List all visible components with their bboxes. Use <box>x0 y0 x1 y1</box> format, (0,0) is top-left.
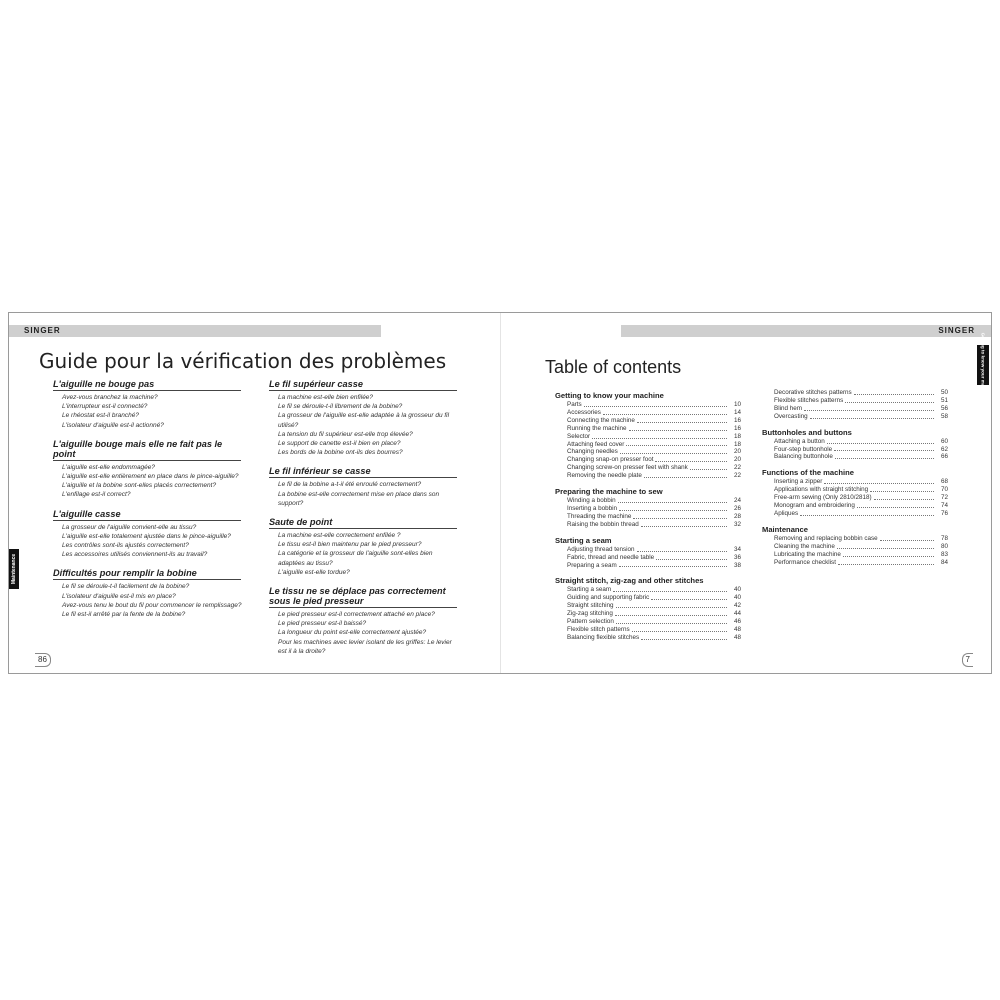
troubleshoot-item: L'aiguille est-elle entièrement en place dans le pince-aiguille? <box>62 473 239 481</box>
troubleshoot-item: Le fil est-il arrêté par la fente de la bobine? <box>62 611 186 619</box>
troubleshoot-list <box>269 531 459 577</box>
toc-dot-leader <box>804 405 934 411</box>
toc-entry-page: 16 <box>733 416 741 424</box>
toc-entry-page: 50 <box>940 389 948 396</box>
troubleshoot-item: Le tissu est-il bien maintenu par le pied presseur? <box>278 541 422 549</box>
toc-entry <box>774 453 948 461</box>
troubleshoot-heading: Le fil inférieur se casse <box>269 466 457 478</box>
toc-entry-page: 80 <box>940 542 948 550</box>
toc-entry-page: 44 <box>733 610 741 618</box>
toc-section <box>555 487 741 529</box>
toc-entry-label: Fabric, thread and needle table <box>567 553 655 561</box>
toc-dot-leader <box>800 510 934 516</box>
troubleshoot-section <box>269 586 459 656</box>
toc-entry <box>567 602 741 610</box>
toc-entry <box>567 433 741 441</box>
troubleshoot-item: L'isolateur d'aiguille est-il mis en place? <box>62 592 176 600</box>
toc-entry-label: Selector <box>567 432 591 440</box>
toc-entry-page: 62 <box>940 445 948 453</box>
toc-entry-label: Four-step buttonhole <box>774 445 833 453</box>
troubleshoot-list <box>53 523 243 560</box>
toc-section <box>555 391 741 480</box>
toc-entry-label: Lubricating the machine <box>774 550 841 558</box>
toc-entry-label: Running the machine <box>567 424 627 432</box>
getting-to-know-side-tab-label: Getting to know your machine <box>980 332 986 398</box>
toc-entry-label: Decorative stitches patterns <box>774 389 852 396</box>
toc-dot-leader <box>618 497 727 503</box>
toc-entry-page: 40 <box>733 586 741 594</box>
toc-entry-page: 18 <box>733 440 741 448</box>
left-brand: SINGER <box>24 326 61 335</box>
toc-entry <box>567 521 741 529</box>
toc-entry-page: 22 <box>733 464 741 472</box>
toc-entry-label: Changing needles <box>567 448 618 456</box>
troubleshoot-item: Pour les machines avec levier isolant de les griffes: Le levier est il à la droite? <box>278 638 452 655</box>
toc-list <box>555 586 741 641</box>
toc-dot-leader <box>843 551 934 557</box>
toc-heading: Getting to know your machine <box>555 391 664 400</box>
toc-entry <box>567 497 741 505</box>
toc-entry-label: Overcasting <box>774 412 808 420</box>
toc-entry-label: Changing snap-on presser foot <box>567 456 654 464</box>
toc-dot-leader <box>651 594 727 600</box>
toc-dot-leader <box>629 425 727 431</box>
toc-entry-page: 26 <box>733 504 741 512</box>
troubleshoot-item: La grosseur de l'aiguille convient-elle au tissu? <box>62 523 197 531</box>
toc-entry-page: 10 <box>733 401 741 408</box>
toc-list <box>762 535 948 567</box>
troubleshoot-item: L'aiguille est-elle tordue? <box>278 568 350 576</box>
troubleshoot-item: Les contrôles sont-ils ajustés correctement? <box>62 542 189 550</box>
toc-entry-page: 14 <box>733 408 741 416</box>
toc-dot-leader <box>619 505 727 511</box>
toc-entry-page: 34 <box>733 545 741 553</box>
toc-entry <box>567 472 741 480</box>
toc-heading: Maintenance <box>762 524 808 534</box>
troubleshoot-heading: L'aiguille ne bouge pas <box>53 379 241 391</box>
getting-to-know-side-tab <box>977 332 989 398</box>
troubleshoot-item: L'interrupteur est-il connecté? <box>62 403 148 411</box>
troubleshoot-heading: L'aiguille bouge mais elle ne fait pas le point <box>53 439 241 461</box>
toc-dot-leader <box>644 472 727 478</box>
toc-entry-label: Removing the needle plate <box>567 472 642 480</box>
toc-entry-page: 20 <box>733 448 741 456</box>
toc-dot-leader <box>613 586 727 592</box>
toc-dot-leader <box>637 417 727 423</box>
toc-list <box>555 546 741 570</box>
toc-entry-label: Balancing flexible stitches <box>567 633 640 641</box>
toc-heading: Functions of the machine <box>762 468 854 478</box>
toc-entry-page: 24 <box>733 497 741 505</box>
troubleshoot-item: Avez-vous tenu le bout du fil pour commencer le remplissage? <box>62 601 242 609</box>
toc-entry-page: 48 <box>733 625 741 633</box>
troubleshoot-list <box>269 610 459 656</box>
toc-entry-label: Starting a seam <box>567 586 612 594</box>
toc-entry <box>567 594 741 602</box>
troubleshoot-section <box>269 379 459 457</box>
toc-entry <box>567 626 741 634</box>
troubleshoot-list <box>53 582 243 619</box>
toc-entry-page: 83 <box>940 550 948 558</box>
toc-dot-leader <box>641 634 727 640</box>
toc-entry-page: 66 <box>940 453 948 461</box>
troubleshoot-item: Avez-vous branchez la machine? <box>62 394 158 401</box>
troubleshoot-section <box>53 439 243 500</box>
toc-entry-label: Flexible stitch patterns <box>567 625 630 633</box>
toc-entry-label: Inserting a bobbin <box>567 504 618 512</box>
troubleshoot-list <box>53 463 243 500</box>
guide-column-2 <box>269 379 459 665</box>
toc-heading: Preparing the machine to sew <box>555 487 663 497</box>
toc-dot-leader <box>854 389 934 395</box>
toc-entry <box>567 546 741 554</box>
troubleshoot-item: L'aiguille est-elle endommagée? <box>62 463 156 471</box>
troubleshoot-item: L'aiguille et la bobine sont-elles placés correctement? <box>62 482 217 490</box>
toc-list <box>762 478 948 518</box>
toc-entry-page: 60 <box>940 437 948 445</box>
toc-entry-label: Straight stitching <box>567 602 614 610</box>
toc-entry <box>774 551 948 559</box>
toc-entry-page: 18 <box>733 432 741 440</box>
toc-entry-page: 56 <box>940 404 948 412</box>
toc-entry <box>774 389 948 397</box>
toc-dot-leader <box>633 513 727 519</box>
troubleshoot-list <box>269 480 459 508</box>
toc-entry <box>567 464 741 472</box>
toc-entry <box>567 505 741 513</box>
troubleshoot-item: Le fil de la bobine a-t-il été enroulé correctement? <box>278 481 422 489</box>
right-brand: SINGER <box>938 326 975 335</box>
troubleshoot-item: Le pied presseur est-il baissé? <box>278 620 367 628</box>
toc-dot-leader <box>827 438 934 444</box>
toc-entry-label: Winding a bobbin <box>567 497 616 505</box>
troubleshoot-item: La bobine est-elle correctement mise en place dans son support? <box>278 490 440 507</box>
troubleshoot-heading: Le tissu ne se déplace pas correctement sous le pied presseur <box>269 586 457 608</box>
toc-entry <box>567 513 741 521</box>
toc-dot-leader <box>838 559 934 565</box>
toc-entry-label: Performance checklist <box>774 558 836 566</box>
toc-section <box>555 576 741 641</box>
toc-entry-label: Raising the bobbin thread <box>567 520 639 528</box>
troubleshoot-item: Le support de canette est-il bien en place? <box>278 440 401 448</box>
troubleshoot-item: Le rhéostat est-il branché? <box>62 412 139 420</box>
toc-entry-label: Attaching feed cover <box>567 440 625 448</box>
manual-spread <box>8 312 992 674</box>
toc-list <box>762 389 948 421</box>
toc-dot-leader <box>655 456 727 462</box>
toc-dot-leader <box>616 618 727 624</box>
right-header-bar <box>621 325 991 337</box>
toc-dot-leader <box>626 441 727 447</box>
guide-column-1 <box>53 379 243 628</box>
toc-entry-page: 20 <box>733 456 741 464</box>
toc-entry <box>774 510 948 518</box>
toc-entry <box>567 610 741 618</box>
troubleshoot-heading: L'aiguille casse <box>53 509 241 521</box>
toc-dot-leader <box>874 494 934 500</box>
toc-entry-label: Attaching a button <box>774 437 825 445</box>
toc-dot-leader <box>880 535 934 541</box>
toc-dot-leader <box>870 486 934 492</box>
toc-entry-page: 46 <box>733 618 741 626</box>
toc-entry <box>567 562 741 570</box>
toc-section <box>762 389 948 421</box>
toc-entry-label: Applications with straight stitching <box>774 486 869 494</box>
troubleshoot-heading: Difficultés pour remplir la bobine <box>53 568 241 580</box>
toc-entry-label: Blind hem <box>774 404 803 412</box>
toc-dot-leader <box>835 453 934 459</box>
left-page-number: 86 <box>35 653 51 667</box>
toc-entry-label: Adjusting thread tension <box>567 545 635 553</box>
toc-entry <box>774 478 948 486</box>
toc-entry-label: Parts <box>567 401 582 408</box>
toc-entry-label: Preparing a seam <box>567 561 617 569</box>
toc-entry-label: Changing screw-on presser feet with shank <box>567 464 688 472</box>
toc-dot-leader <box>845 397 934 403</box>
maintenance-side-tab-label: Maintenance <box>11 553 18 585</box>
troubleshoot-item: La longueur du point est-elle correctement ajustée? <box>278 629 427 637</box>
toc-entry-page: 78 <box>940 534 948 542</box>
toc-entry <box>567 417 741 425</box>
toc-entry <box>567 401 741 409</box>
left-header-bar <box>9 325 381 337</box>
guide-title: Guide pour la vérification des problèmes <box>39 349 447 373</box>
toc-entry-page: 74 <box>940 502 948 510</box>
troubleshoot-item: Les accessoires utilisés conviennent-ils au travail? <box>62 551 208 559</box>
toc-list <box>555 401 741 480</box>
troubleshoot-section <box>269 466 459 508</box>
troubleshoot-item: L'aiguille est-elle totalement ajustée dans le pince-aiguille? <box>62 532 231 540</box>
toc-entry-label: Connecting the machine <box>567 416 635 424</box>
toc-entry <box>567 634 741 642</box>
toc-entry-label: Apliques <box>774 509 799 517</box>
toc-entry-label: Monogram and embroidering <box>774 502 855 510</box>
toc-entry <box>567 618 741 626</box>
toc-entry-page: 40 <box>733 594 741 602</box>
toc-heading: Straight stitch, zig-zag and other stitches <box>555 576 704 586</box>
toc-entry-page: 51 <box>940 396 948 404</box>
toc-entry-label: Pattern selection <box>567 618 614 626</box>
toc-dot-leader <box>632 626 727 632</box>
toc-column-2 <box>762 389 948 574</box>
toc-entry <box>774 446 948 454</box>
toc-entry-label: Guiding and supporting fabric <box>567 594 650 602</box>
toc-entry-label: Accessories <box>567 408 601 416</box>
toc-entry-label: Threading the machine <box>567 512 632 520</box>
toc-heading: Starting a seam <box>555 535 612 545</box>
toc-entry-label: Removing and replacing bobbin case <box>774 534 878 542</box>
toc-heading: Buttonholes and buttons <box>762 427 852 437</box>
toc-dot-leader <box>824 478 934 484</box>
toc-entry-page: 38 <box>733 561 741 569</box>
toc-entry <box>567 554 741 562</box>
toc-entry <box>567 425 741 433</box>
toc-entry <box>774 535 948 543</box>
maintenance-side-tab <box>9 549 19 589</box>
toc-entry <box>567 586 741 594</box>
troubleshoot-item: Le pied presseur est-il correctement attaché en place? <box>278 611 435 619</box>
troubleshoot-section <box>269 517 459 577</box>
toc-entry-page: 42 <box>733 602 741 610</box>
toc-entry <box>774 502 948 510</box>
toc-entry-label: Zig-zag stitching <box>567 610 613 618</box>
troubleshoot-item: La grosseur de l'aiguille est-elle adaptée à la grosseur du fil utilisé? <box>278 412 450 429</box>
toc-entry <box>567 441 741 449</box>
troubleshoot-section <box>53 509 243 560</box>
toc-dot-leader <box>857 502 934 508</box>
toc-entry-page: 32 <box>733 520 741 528</box>
toc-dot-leader <box>620 448 727 454</box>
toc-dot-leader <box>834 446 934 452</box>
troubleshoot-item: La catégorie et la grosseur de l'aiguille sont-elles bien adaptées au tissu? <box>278 550 433 567</box>
troubleshoot-section <box>53 568 243 619</box>
toc-section <box>762 468 948 518</box>
troubleshoot-list <box>269 393 459 457</box>
toc-entry-page: 58 <box>940 412 948 420</box>
toc-dot-leader <box>637 546 727 552</box>
toc-entry-page: 70 <box>940 486 948 494</box>
toc-dot-leader <box>592 433 727 439</box>
toc-entry <box>774 559 948 567</box>
toc-entry-label: Flexible stitches patterns <box>774 396 844 404</box>
toc-entry-page: 28 <box>733 512 741 520</box>
toc-entry <box>774 397 948 405</box>
toc-list <box>555 497 741 529</box>
toc-dot-leader <box>616 602 727 608</box>
toc-title: Table of contents <box>545 357 682 377</box>
right-page-number: 7 <box>962 653 973 667</box>
toc-entry <box>774 486 948 494</box>
troubleshoot-section <box>53 379 243 430</box>
toc-dot-leader <box>690 464 727 470</box>
toc-section <box>762 428 948 462</box>
troubleshoot-item: La tension du fil supérieur est-elle trop élevée? <box>278 430 413 438</box>
troubleshoot-item: Les bords de la bobine ont-ils des bourres? <box>278 449 403 457</box>
troubleshoot-item: L'isolateur d'aiguille est-il actionné? <box>62 421 164 429</box>
page-gutter <box>500 313 501 673</box>
toc-entry-label: Inserting a zipper <box>774 478 823 486</box>
toc-entry-label: Cleaning the machine <box>774 542 835 550</box>
toc-dot-leader <box>641 521 727 527</box>
toc-entry-page: 68 <box>940 478 948 486</box>
toc-list <box>762 438 948 462</box>
toc-dot-leader <box>656 554 727 560</box>
toc-dot-leader <box>615 610 727 616</box>
toc-dot-leader <box>619 562 727 568</box>
toc-entry <box>774 405 948 413</box>
toc-column-1 <box>555 391 741 649</box>
toc-entry <box>774 543 948 551</box>
toc-entry-page: 22 <box>733 472 741 480</box>
toc-entry-page: 84 <box>940 558 948 566</box>
toc-entry <box>567 456 741 464</box>
toc-entry <box>774 413 948 421</box>
toc-dot-leader <box>603 409 727 415</box>
troubleshoot-heading: Saute de point <box>269 517 457 529</box>
troubleshoot-heading: Le fil supérieur casse <box>269 379 457 391</box>
toc-dot-leader <box>584 401 727 407</box>
troubleshoot-item: La machine est-elle bien enfilée? <box>278 394 374 401</box>
toc-entry-label: Free-arm sewing (Only 2810/2818) <box>774 494 872 502</box>
toc-entry-page: 76 <box>940 509 948 517</box>
troubleshoot-item: La machine est-elle correctement enfilée ? <box>278 532 401 540</box>
toc-section <box>762 525 948 567</box>
toc-dot-leader <box>837 543 934 549</box>
troubleshoot-item: Le fil se déroule-t-il librement de la bobine? <box>278 403 403 411</box>
toc-entry-page: 16 <box>733 424 741 432</box>
toc-section <box>555 536 741 570</box>
troubleshoot-list <box>53 393 243 430</box>
troubleshoot-item: L'enfilage est-il correct? <box>62 491 131 499</box>
toc-entry <box>567 409 741 417</box>
troubleshoot-item: Le fil se déroule-t-il facilement de la bobine? <box>62 583 190 591</box>
toc-entry <box>774 438 948 446</box>
toc-entry-page: 72 <box>940 494 948 502</box>
toc-entry-page: 36 <box>733 553 741 561</box>
toc-entry <box>567 448 741 456</box>
toc-dot-leader <box>810 413 934 419</box>
toc-entry <box>774 494 948 502</box>
toc-entry-page: 48 <box>733 633 741 641</box>
toc-entry-label: Balancing buttonhole <box>774 453 833 461</box>
